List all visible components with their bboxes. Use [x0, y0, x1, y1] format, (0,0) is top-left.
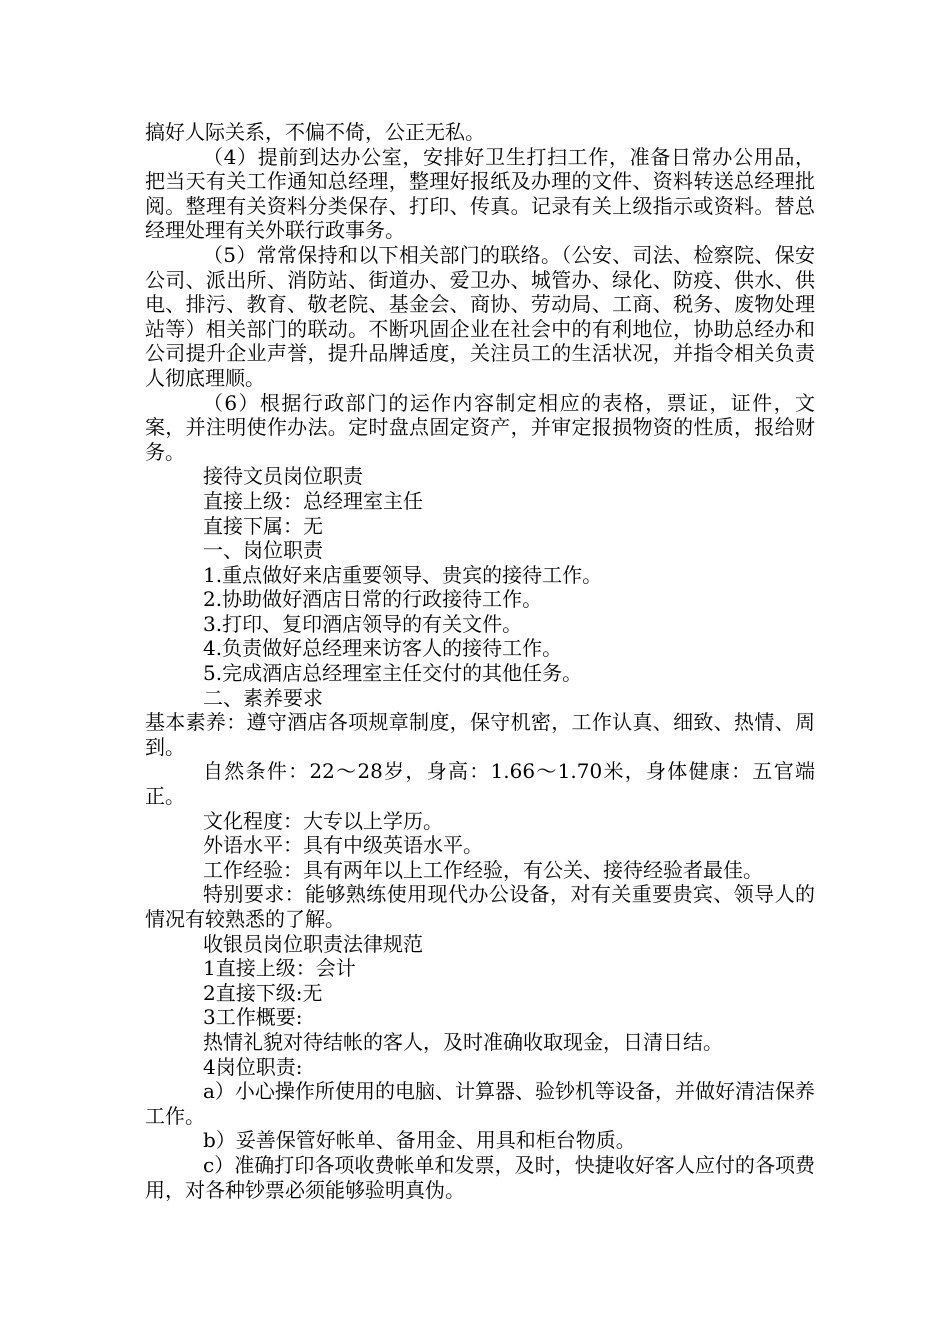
paragraph: 直接上级：总经理室主任: [203, 488, 423, 513]
paragraph: 自然条件：22～28岁，身高：1.66～1.70米，身体健康：五官端正。: [145, 759, 815, 809]
list-item: 2.协助做好酒店日常的行政接待工作。: [203, 587, 543, 612]
list-item: 1.重点做好来店重要领导、贵宾的接待工作。: [203, 562, 603, 587]
paragraph: 热情礼貌对待结帐的客人，及时准确收取现金，日清日结。: [203, 1029, 723, 1054]
list-item: b）妥善保管好帐单、备用金、用具和柜台物质。: [203, 1128, 636, 1153]
paragraph: 工作经验：具有两年以上工作经验，有公关、接待经验者最佳。: [203, 857, 763, 882]
paragraph: （4）提前到达办公室，安排好卫生打扫工作，准备日常办公用品，把当天有关工作通知总经理，整理好报纸及办理的文件、资料转送总经理批阅。整理有关资料分类保存、打印、传真。记录有关上级指示或资料。替总经理处理有关外联行政事务。: [145, 144, 815, 243]
list-item: c）准确打印各项收费帐单和发票，及时，快捷收好客人应付的各项费用，对各种钞票必须能够验明真伪。: [145, 1152, 815, 1202]
paragraph: 特别要求：能够熟练使用现代办公设备，对有关重要贵宾、领导人的情况有较熟悉的了解。: [145, 882, 815, 931]
paragraph: （5）常常保持和以下相关部门的联络。（公安、司法、检察院、保安公司、派出所、消防站、街道办、爱卫办、城管办、绿化、防疫、供水、供电、排污、教育、敬老院、基金会、商协、劳动局、工商、税务、废物处理站等）相关部门的联动。不断巩固企业在社会中的有利地位，协助总经办和公司提升企业声誉，提升品牌适度，关注员工的生活状况，并指令相关负责人彻底理顺。: [145, 242, 815, 390]
list-item: 3.打印、复印酒店领导的有关文件。: [203, 611, 523, 636]
paragraph: 直接下属：无: [203, 513, 323, 538]
subsection-heading: 二、素养要求: [203, 685, 323, 710]
list-item: a）小心操作所使用的电脑、计算器、验钞机等设备，并做好清洁保养工作。: [145, 1079, 815, 1128]
list-item: 3工作概要:: [203, 1005, 303, 1030]
list-item: 4岗位职责:: [203, 1054, 303, 1079]
list-item: 2直接下级:无: [203, 980, 323, 1005]
section-heading: 接待文员岗位职责: [203, 464, 363, 489]
paragraph: 搞好人际关系，不偏不倚，公正无私。: [145, 120, 485, 144]
document-body: [145, 120, 815, 1202]
list-item: 1直接上级：会计: [203, 956, 356, 981]
subsection-heading: 一、岗位职责: [203, 538, 323, 563]
section-heading: 收银员岗位职责法律规范: [203, 931, 423, 956]
paragraph: （6）根据行政部门的运作内容制定相应的表格，票证，证件，文案，并注明使作办法。定时盘点固定资产，并审定报损物资的性质，报给财务。: [145, 390, 815, 464]
list-item: 5.完成酒店总经理室主任交付的其他任务。: [203, 661, 583, 686]
paragraph: 文化程度：大专以上学历。: [203, 808, 443, 833]
list-item: 4.负责做好总经理来访客人的接待工作。: [203, 636, 563, 661]
paragraph: 外语水平：具有中级英语水平。: [203, 833, 483, 858]
paragraph: 基本素养：遵守酒店各项规章制度，保守机密，工作认真、细致、热情、周到。: [145, 710, 815, 759]
